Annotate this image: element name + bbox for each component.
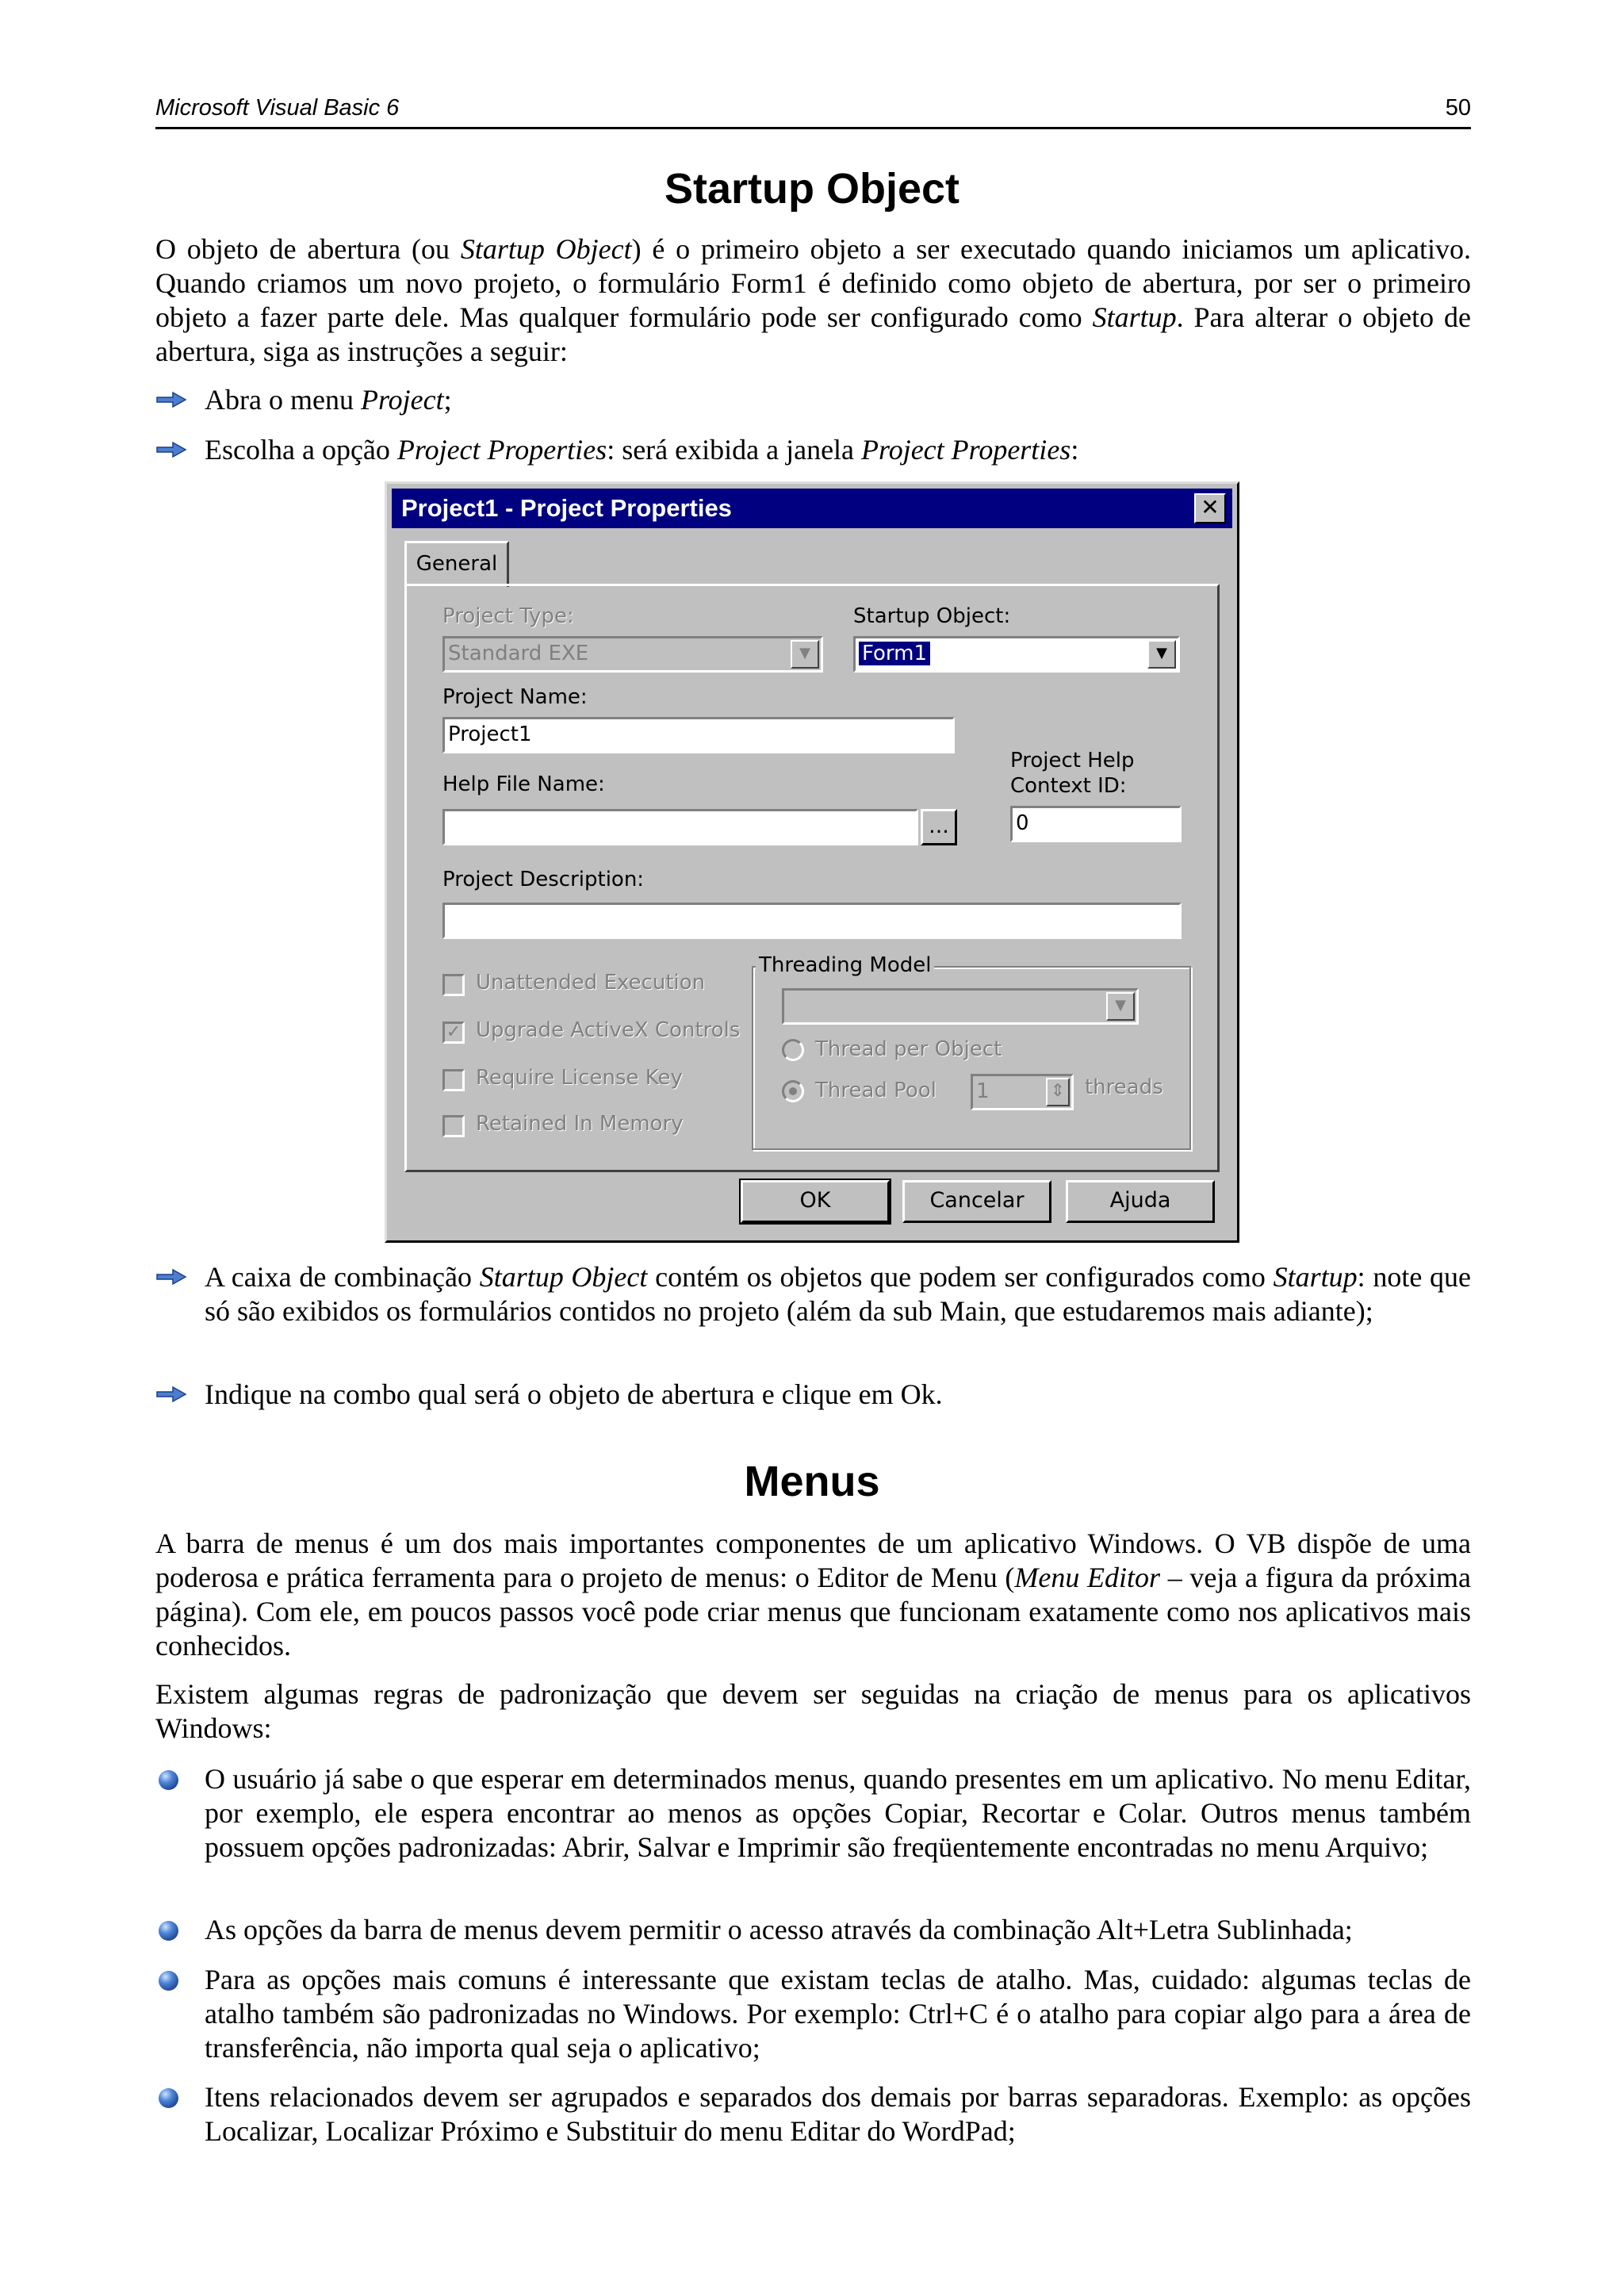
upgrade-activex-checkbox[interactable]: ✓ [442, 1022, 465, 1044]
cancel-button[interactable]: Cancelar [902, 1180, 1051, 1223]
threads-label: threads [1085, 1075, 1163, 1099]
project-description-input[interactable] [442, 903, 1182, 939]
help-context-label-line2: Context ID: [1010, 774, 1127, 798]
chevron-down-icon[interactable]: ▼ [1147, 640, 1176, 669]
retained-in-memory-checkbox[interactable] [442, 1115, 465, 1137]
dialog-title: Project1 - Project Properties [401, 494, 732, 522]
intro-paragraph: O objeto de abertura (ou Startup Object) é o primeiro objeto a ser executado quando iniciamos um aplicativo. Quando criamos um novo projeto, o formulário Form1 é definido como objeto de abertura, por ser o primeiro objeto a fazer parte dele. Mas qualquer formulário pode ser configurado como Startup. Para alterar o objeto de abertura, siga as instruções a seguir: [155, 233, 1472, 367]
spinner-arrows-icon[interactable]: ⇕ [1046, 1078, 1070, 1106]
arrow-bullet-icon [155, 391, 187, 408]
dialog-titlebar[interactable] [392, 489, 1232, 528]
threading-model-select[interactable] [782, 988, 1139, 1025]
chevron-down-icon[interactable]: ▼ [791, 640, 819, 669]
help-file-label: Help File Name: [442, 772, 605, 796]
help-button[interactable]: Ajuda [1066, 1180, 1215, 1223]
startup-object-label: Startup Object: [853, 604, 1011, 628]
upgrade-activex-label: Upgrade ActiveX Controls [476, 1018, 741, 1042]
project-name-input[interactable]: Project1 [442, 717, 955, 753]
help-context-label-line1: Project Help [1010, 749, 1135, 772]
section-title-startup-object: Startup Object [664, 165, 960, 213]
header-rule [155, 127, 1471, 129]
close-icon[interactable]: ✕ [1194, 493, 1226, 523]
thread-per-object-label: Thread per Object [815, 1037, 1002, 1061]
thread-pool-radio[interactable] [782, 1080, 804, 1102]
project-name-label: Project Name: [442, 685, 588, 709]
project-properties-dialog [385, 481, 1239, 1243]
blue-ball-bullet-icon [159, 1921, 178, 1941]
arrow-bullet-icon [155, 1386, 187, 1403]
unattended-execution-label: Unattended Execution [476, 971, 706, 995]
help-file-input[interactable] [442, 809, 918, 845]
startup-object-value: Form1 [859, 642, 930, 665]
project-description-label: Project Description: [442, 868, 645, 891]
section-title-menus: Menus [744, 1458, 880, 1505]
unattended-execution-checkbox[interactable] [442, 974, 465, 996]
tab-general[interactable]: General [404, 541, 509, 587]
project-type-label: Project Type: [442, 604, 574, 628]
blue-ball-bullet-icon [159, 1770, 178, 1790]
require-license-checkbox[interactable] [442, 1069, 465, 1091]
retained-in-memory-label: Retained In Memory [476, 1112, 684, 1136]
help-context-input[interactable]: 0 [1010, 806, 1182, 842]
blue-ball-bullet-icon [159, 2088, 178, 2108]
running-header-title: Microsoft Visual Basic 6 [155, 95, 400, 121]
page-number: 50 [1445, 95, 1471, 121]
menus-intro-paragraph: A barra de menus é um dos mais importantes componentes de um aplicativo Windows. O VB dispõe de uma poderosa e prática ferramenta para o projeto de menus: o Editor de Menu (Menu Editor – veja a figura da próxima página). Com ele, em poucos passos você pode criar menus que funcionam exatamente como nos aplicativos mais conhecidos. [155, 1527, 1471, 1662]
arrow-bullet-icon [155, 441, 187, 458]
browse-button[interactable]: ... [921, 809, 957, 845]
thread-pool-label: Thread Pool [815, 1079, 936, 1102]
require-license-label: Require License Key [476, 1066, 683, 1090]
arrow-bullet-icon [155, 1268, 187, 1286]
project-type-select[interactable]: Standard EXE ▼ [442, 636, 823, 673]
startup-object-select[interactable] [853, 636, 1180, 673]
ok-button[interactable]: OK [741, 1180, 890, 1223]
threading-model-label: Threading Model [756, 953, 934, 977]
chevron-down-icon[interactable]: ▼ [1106, 992, 1135, 1021]
menus-rules-paragraph: Existem algumas regras de padronização que devem ser seguidas na criação de menus para os aplicativos Windows: [155, 1678, 1471, 1744]
blue-ball-bullet-icon [159, 1971, 178, 1991]
thread-count-spinner[interactable]: 1 ⇕ [971, 1074, 1074, 1110]
thread-per-object-radio[interactable] [782, 1039, 804, 1061]
